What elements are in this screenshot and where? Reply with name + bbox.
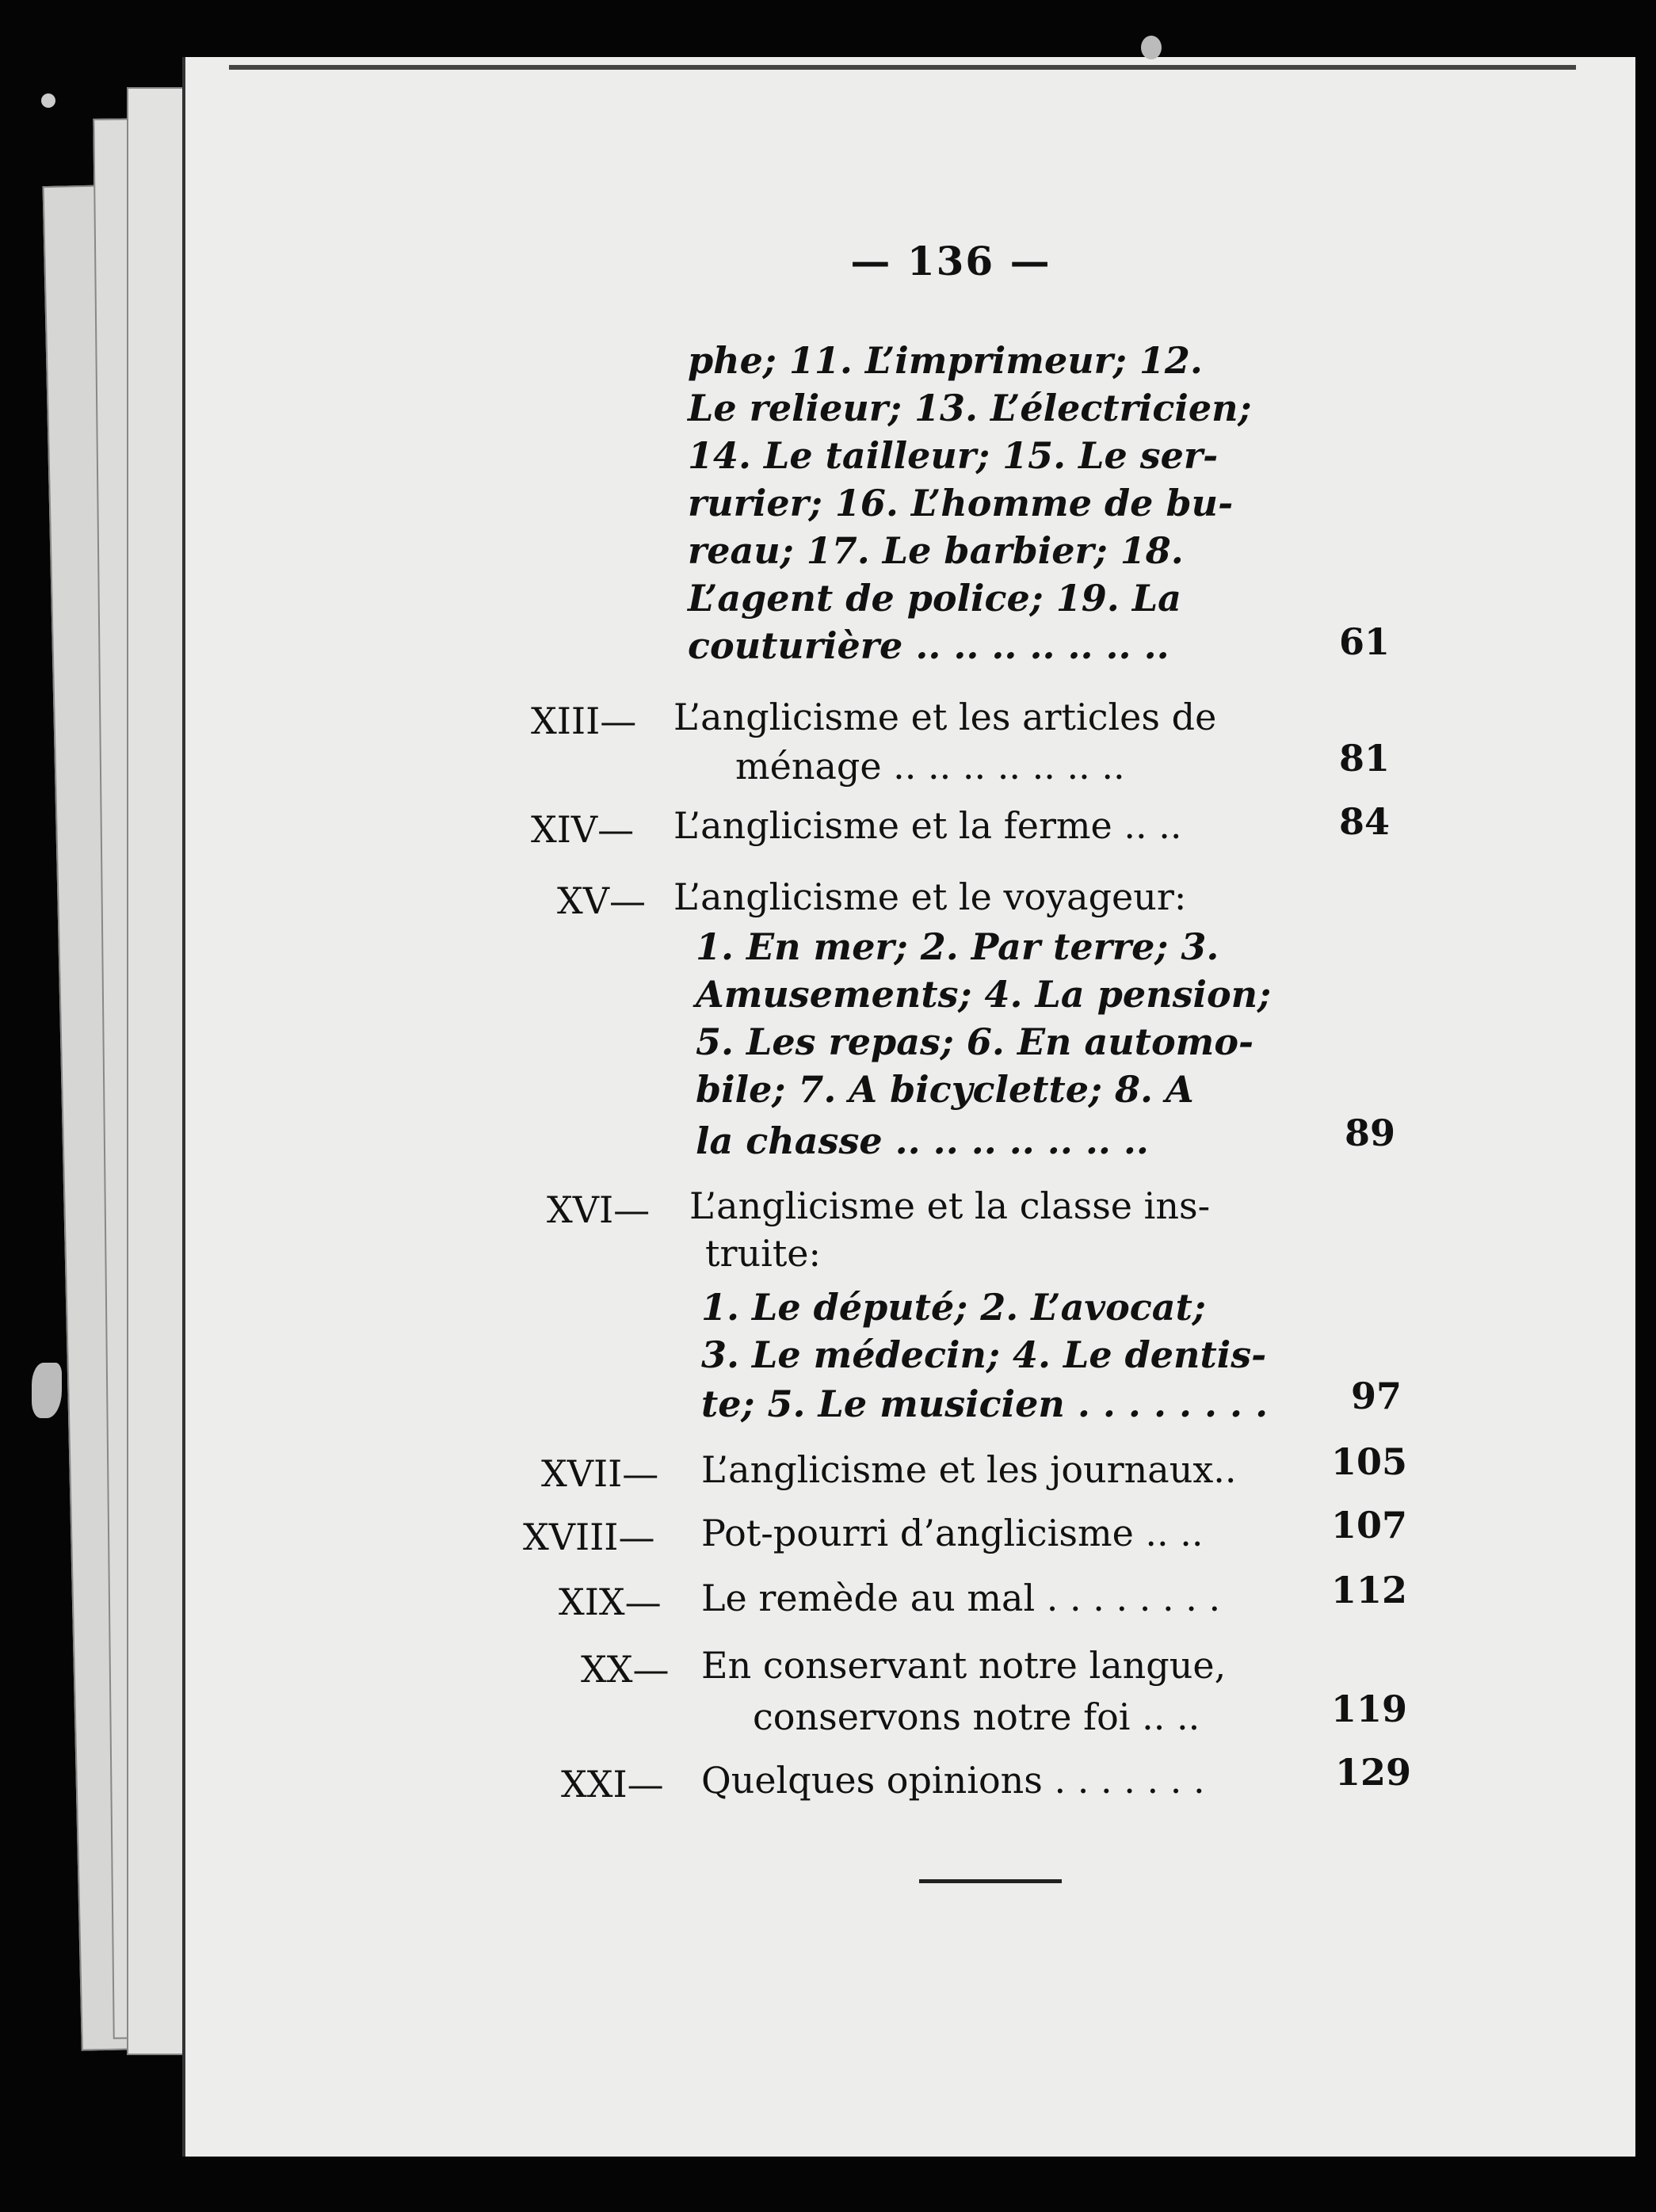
end-rule <box>919 1879 1062 1883</box>
toc-page-number: 61 <box>1339 620 1391 663</box>
toc-entry-numeral: XX— <box>581 1648 670 1691</box>
dust-speck <box>1141 36 1162 59</box>
dust-speck <box>32 1363 62 1418</box>
toc-entry-numeral: XVIII— <box>523 1516 655 1558</box>
toc-entry-title: 1. En mer; 2. Par terre; 3. <box>696 925 1219 968</box>
toc-page-number: 97 <box>1351 1375 1402 1417</box>
toc-entry-title: En conservant notre langue, <box>701 1644 1227 1687</box>
toc-entry-numeral: XVII— <box>541 1452 659 1495</box>
toc-line: reau; 17. Le barbier; 18. <box>688 529 1184 572</box>
toc-line: 14. Le tailleur; 15. Le ser- <box>688 434 1219 477</box>
page-number: — 136 — <box>850 238 1051 284</box>
toc-entry-title: Quelques opinions . . . . . . . <box>701 1759 1205 1802</box>
toc-page-number: 89 <box>1345 1112 1396 1154</box>
toc-line: Le relieur; 13. L’électricien; <box>688 387 1252 429</box>
toc-entry-title: Le remède au mal . . . . . . . . <box>701 1577 1221 1619</box>
toc-entry-title: bile; 7. A bicyclette; 8. A <box>696 1068 1194 1111</box>
toc-page-number: 84 <box>1339 800 1391 843</box>
toc-entry-title: Amusements; 4. La pension; <box>696 973 1272 1016</box>
toc-entry-numeral: XV— <box>557 879 646 922</box>
toc-entry-title: L’anglicisme et la ferme .. .. <box>673 804 1182 847</box>
toc-entry-numeral: XIII— <box>531 700 637 742</box>
toc-entry-numeral: XVI— <box>547 1188 651 1231</box>
toc-page-number: 81 <box>1339 737 1391 780</box>
toc-line: rurier; 16. L’homme de bu- <box>688 482 1234 524</box>
toc-page-number: 107 <box>1331 1504 1408 1546</box>
toc-page-number: 129 <box>1335 1751 1412 1794</box>
toc-entry-title: truite: <box>705 1232 822 1275</box>
toc-entry-title: L’anglicisme et les articles de <box>673 696 1217 738</box>
toc-entry-numeral: XXI— <box>561 1763 664 1806</box>
toc-page-number: 105 <box>1331 1440 1408 1483</box>
toc-entry-title: ménage .. .. .. .. .. .. .. <box>735 745 1125 788</box>
toc-entry-title: L’anglicisme et le voyageur: <box>673 875 1187 918</box>
toc-entry-title: Pot-pourri d’anglicisme .. .. <box>701 1512 1204 1554</box>
toc-entry-title: 5. Les repas; 6. En automo- <box>696 1020 1254 1063</box>
toc-entry-numeral: XIX— <box>559 1581 662 1623</box>
toc-line: L’agent de police; 19. La <box>688 577 1181 620</box>
toc-entry-title: L’anglicisme et les journaux.. <box>701 1448 1237 1491</box>
toc-page-number: 112 <box>1331 1569 1408 1611</box>
toc-entry-title: la chasse .. .. .. .. .. .. .. <box>696 1119 1149 1162</box>
toc-line: phe; 11. L’imprimeur; 12. <box>688 339 1203 382</box>
toc-entry-title: 3. Le médecin; 4. Le dentis- <box>701 1333 1267 1376</box>
toc-entry-title: te; 5. Le musicien . . . . . . . . <box>701 1382 1269 1425</box>
toc-line: couturière .. .. .. .. .. .. .. <box>688 624 1170 667</box>
toc-entry-title: L’anglicisme et la classe ins- <box>689 1184 1211 1227</box>
dust-speck <box>41 93 55 108</box>
toc-entry-title: conservons notre foi .. .. <box>753 1695 1200 1738</box>
toc-entry-title: 1. Le député; 2. L’avocat; <box>701 1286 1206 1329</box>
toc-entry-numeral: XIV— <box>531 808 635 851</box>
toc-page-number: 119 <box>1331 1688 1408 1730</box>
